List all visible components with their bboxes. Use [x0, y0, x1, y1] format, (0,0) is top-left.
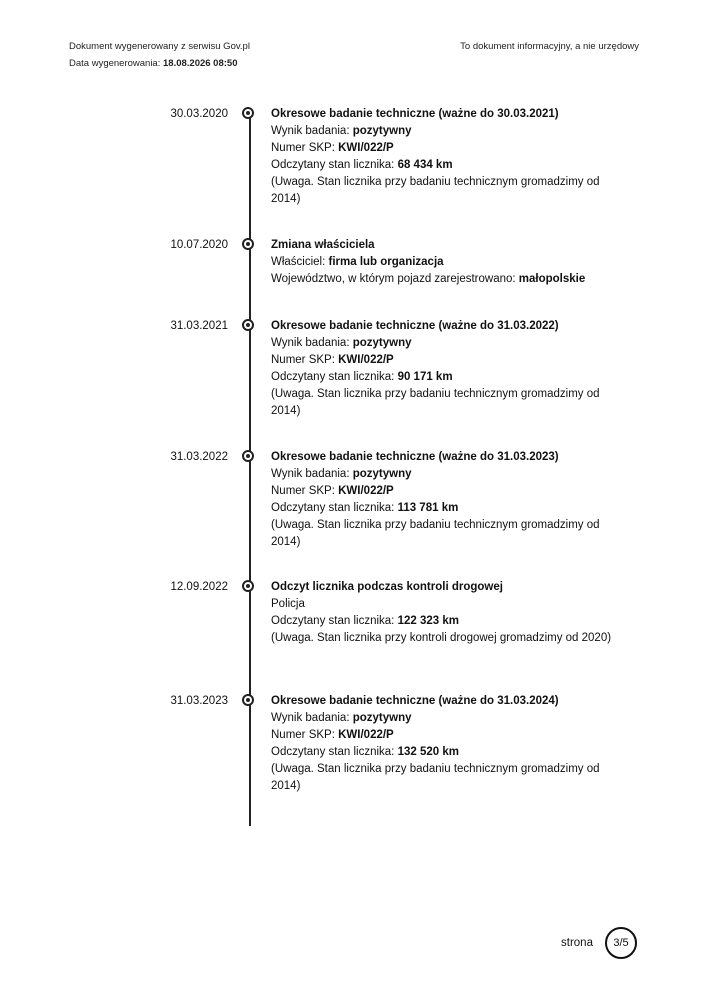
- voivodeship-label: Województwo, w którym pojazd zarejestrowano:: [271, 273, 516, 285]
- inspection-result-label: Wynik badania:: [271, 125, 350, 137]
- timeline-dot-icon: [242, 450, 254, 462]
- generation-date: [69, 58, 237, 70]
- odometer-label: Odczytany stan licznika:: [271, 159, 395, 171]
- inspection-result: [271, 335, 621, 352]
- skp-number-value: KWI/022/P: [338, 354, 394, 366]
- inspection-result-value: pozytywny: [352, 712, 412, 724]
- inspection-result-value: pozytywny: [352, 337, 412, 349]
- skp-number-value: KWI/022/P: [338, 485, 394, 497]
- event-date: 10.07.2020: [170, 239, 228, 251]
- skp-number-label: Numer SKP:: [271, 354, 335, 366]
- skp-number-value: KWI/022/P: [338, 142, 394, 154]
- skp-number: [271, 483, 621, 500]
- odometer-value: 113 781 km: [397, 502, 459, 514]
- skp-number-value: KWI/022/P: [338, 729, 394, 741]
- event-details: [271, 318, 621, 420]
- event-date: 31.03.2023: [170, 695, 228, 707]
- event-date: 12.09.2022: [170, 581, 228, 593]
- odometer-reading: [271, 500, 621, 517]
- inspection-result-label: Wynik badania:: [271, 468, 350, 480]
- odometer-label: Odczytany stan licznika:: [271, 502, 395, 514]
- page-label: strona: [561, 937, 593, 949]
- odometer-reading: [271, 157, 621, 174]
- event-details: [271, 106, 621, 208]
- skp-number-label: Numer SKP:: [271, 142, 335, 154]
- inspection-result-label: Wynik badania:: [271, 712, 350, 724]
- owner-info: [271, 254, 621, 271]
- timeline-dot-icon: [242, 694, 254, 706]
- odometer-label: Odczytany stan licznika:: [271, 746, 395, 758]
- odometer-value: 122 323 km: [397, 615, 459, 627]
- voivodeship-value: małopolskie: [518, 273, 586, 285]
- timeline-dot-icon: [242, 238, 254, 250]
- skp-number: [271, 727, 621, 744]
- voivodeship-info: [271, 271, 621, 288]
- event-title: Okresowe badanie techniczne (ważne do 31.03.2024): [271, 695, 559, 707]
- inspection-result-value: pozytywny: [352, 125, 412, 137]
- odometer-value: 90 171 km: [397, 371, 453, 383]
- event-title: Okresowe badanie techniczne (ważne do 31.03.2022): [271, 320, 559, 332]
- odometer-note: (Uwaga. Stan licznika przy badaniu technicznym gromadzimy od 2014): [271, 763, 600, 792]
- event-title: Odczyt licznika podczas kontroli drogowej: [271, 581, 503, 593]
- event-details: [271, 449, 621, 551]
- event-title: Okresowe badanie techniczne (ważne do 30.03.2021): [271, 108, 559, 120]
- odometer-value: 132 520 km: [397, 746, 459, 758]
- odometer-note: (Uwaga. Stan licznika przy kontroli drogowej gromadzimy od 2020): [271, 632, 612, 644]
- inspection-result: [271, 710, 621, 727]
- timeline-dot-icon: [242, 580, 254, 592]
- event-date: 30.03.2020: [170, 108, 228, 120]
- generation-date-label: Data wygenerowania:: [69, 58, 161, 69]
- odometer-value: 68 434 km: [397, 159, 453, 171]
- agency-name: Policja: [271, 598, 305, 610]
- inspection-result: [271, 123, 621, 140]
- timeline-line: [249, 110, 251, 826]
- inspection-result-label: Wynik badania:: [271, 337, 350, 349]
- header-disclaimer-text: To dokument informacyjny, a nie urzędowy: [460, 41, 639, 52]
- page-number-badge: 3/5: [605, 927, 637, 959]
- inspection-result-value: pozytywny: [352, 468, 412, 480]
- timeline-dot-icon: [242, 319, 254, 331]
- odometer-note: (Uwaga. Stan licznika przy badaniu technicznym gromadzimy od 2014): [271, 519, 600, 548]
- odometer-label: Odczytany stan licznika:: [271, 615, 395, 627]
- skp-number: [271, 352, 621, 369]
- odometer-reading: [271, 613, 621, 630]
- header-source-text: Dokument wygenerowany z serwisu Gov.pl: [69, 41, 250, 52]
- odometer-note: (Uwaga. Stan licznika przy badaniu technicznym gromadzimy od 2014): [271, 388, 600, 417]
- odometer-label: Odczytany stan licznika:: [271, 371, 395, 383]
- odometer-note: (Uwaga. Stan licznika przy badaniu technicznym gromadzimy od 2014): [271, 176, 600, 205]
- event-details: [271, 579, 621, 647]
- skp-number-label: Numer SKP:: [271, 485, 335, 497]
- event-date: 31.03.2022: [170, 451, 228, 463]
- skp-number: [271, 140, 621, 157]
- event-date: 31.03.2021: [170, 320, 228, 332]
- event-details: [271, 693, 621, 795]
- inspection-result: [271, 466, 621, 483]
- skp-number-label: Numer SKP:: [271, 729, 335, 741]
- event-title: Okresowe badanie techniczne (ważne do 31.03.2023): [271, 451, 559, 463]
- odometer-reading: [271, 744, 621, 761]
- odometer-reading: [271, 369, 621, 386]
- event-title: Zmiana właściciela: [271, 239, 375, 251]
- owner-value: firma lub organizacja: [328, 256, 444, 268]
- event-details: [271, 237, 621, 288]
- owner-label: Właściciel:: [271, 256, 326, 268]
- generation-date-value: 18.08.2026 08:50: [163, 58, 238, 69]
- timeline-dot-icon: [242, 107, 254, 119]
